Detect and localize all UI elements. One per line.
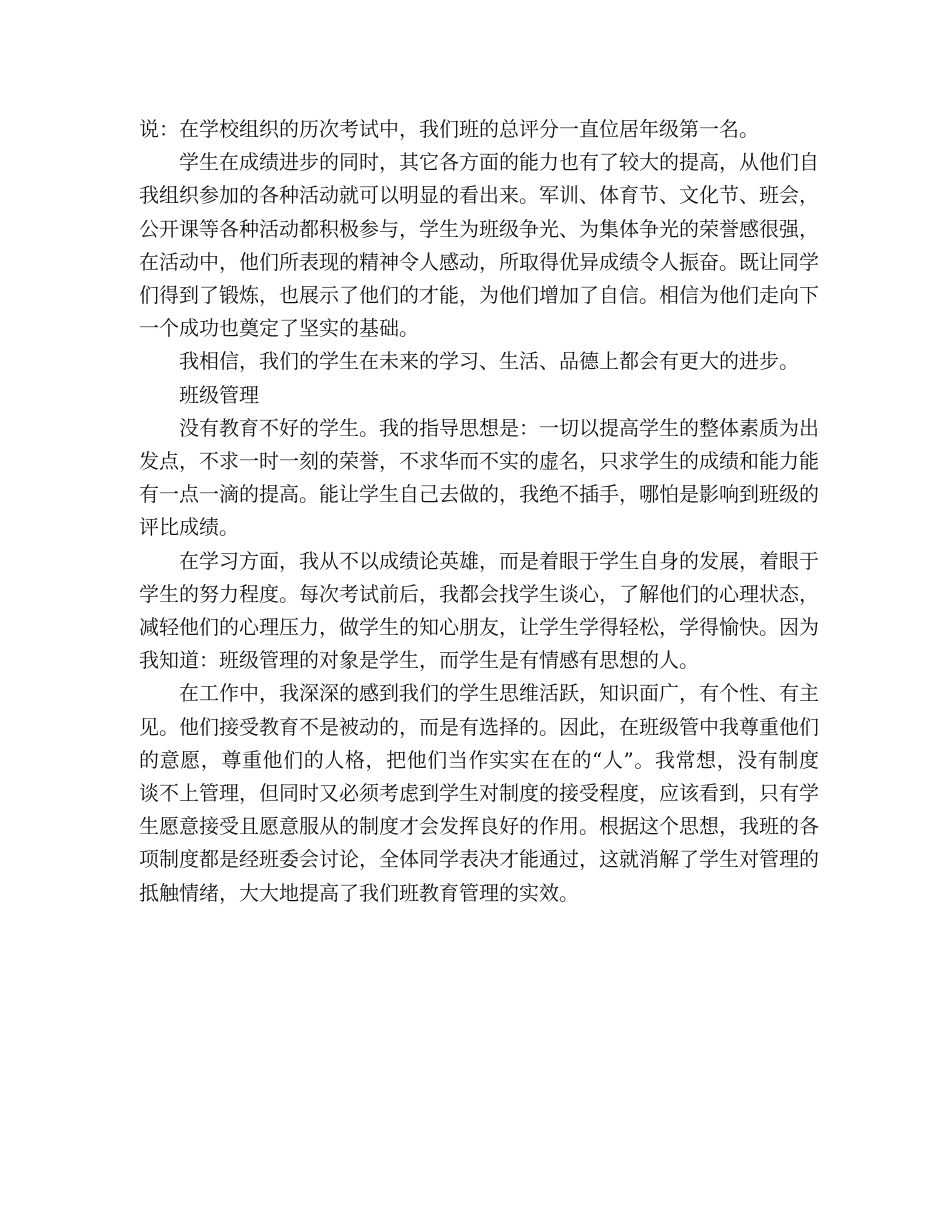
- paragraph-student-progress: 学生在成绩进步的同时，其它各方面的能力也有了较大的提高，从他们自我组织参加的各种活动就可以明显的看出来。军训、体育节、文化节、班会，公开课等各种活动都积极参与，学生为班级争光、为集体争光的荣誉感很强，在活动中，他们所表现的精神令人感动，所取得优异成绩令人振奋。既让同学们得到了锻炼，也展示了他们的才能，为他们增加了自信。相信为他们走向下一个成功也奠定了坚实的基础。: [139, 150, 819, 341]
- paragraph-belief: 我相信，我们的学生在未来的学习、生活、品德上都会有更大的进步。: [179, 349, 799, 374]
- paragraph-continuation: 说：在学校组织的历次考试中，我们班的总评分一直位居年级第一名。: [139, 117, 759, 141]
- paragraph-work-reflection: 在工作中，我深深的感到我们的学生思维活跃，知识面广，有个性、有主见。他们接受教育不是被动的，而是有选择的。因此，在班级管中我尊重他们的意愿，尊重他们的人格，把他们当作实实在在的“人”。我常想，没有制度谈不上管理，但同时又必须考虑到学生对制度的接受程度，应该看到，只有学生愿意接受且愿意服从的制度才会发挥良好的作用。根据这个思想，我班的各项制度都是经班委会讨论，全体同学表决才能通过，这就消解了学生对管理的抵触情绪，大大地提高了我们班教育管理的实效。: [139, 681, 819, 905]
- section-heading-class-management: 班级管理: [179, 382, 259, 407]
- paragraph-study-approach: 在学习方面，我从不以成绩论英雄，而是着眼于学生自身的发展，着眼于学生的努力程度。每次考试前后，我都会找学生谈心，了解他们的心理状态，减轻他们的心理压力，做学生的知心朋友，让学生学得轻松，学得愉快。因为我知道：班级管理的对象是学生，而学生是有情感有思想的人。: [139, 548, 819, 673]
- paragraph-guiding-principle: 没有教育不好的学生。我的指导思想是：一切以提高学生的整体素质为出发点，不求一时一刻的荣誉，不求华而不实的虚名，只求学生的成绩和能力能有一点一滴的提高。能让学生自己去做的，我绝不插手，哪怕是影响到班级的评比成绩。: [139, 415, 819, 540]
- document-body: [139, 113, 819, 910]
